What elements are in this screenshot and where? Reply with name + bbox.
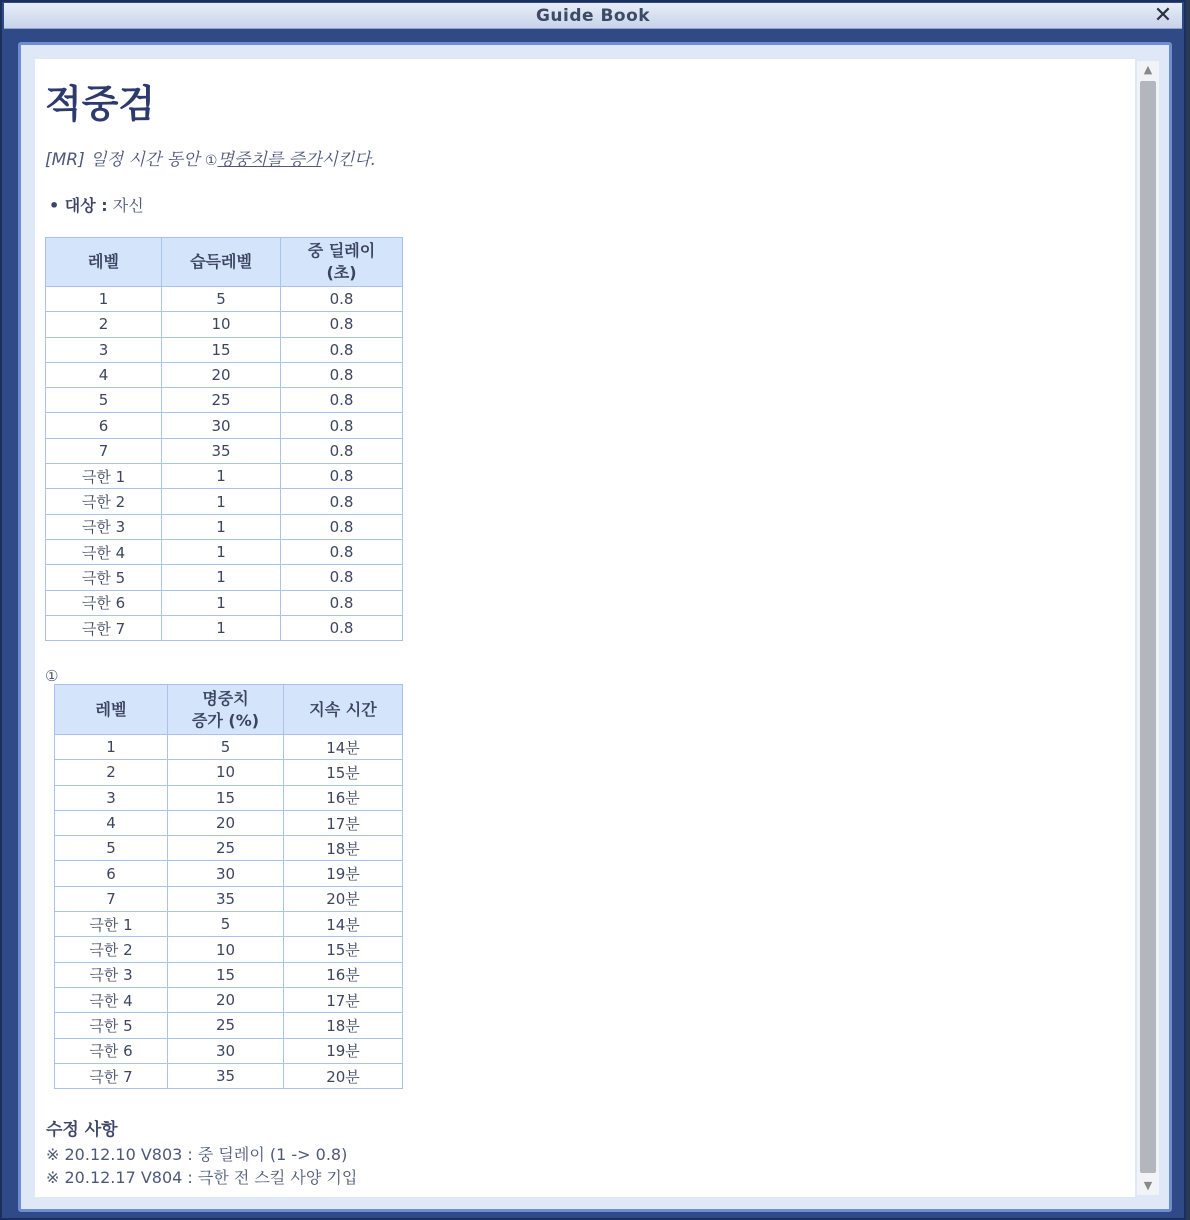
level-cell: 7	[55, 886, 168, 911]
level-cell: 1	[46, 287, 162, 312]
accuracy-cell: 5	[168, 912, 284, 937]
level-cell: 극한 1	[55, 912, 168, 937]
learn-level-cell: 30	[162, 413, 281, 438]
note-item: ※ 20.12.17 V804 : 극한 전 스킬 사양 기입	[46, 1168, 358, 1187]
scroll-up-arrow-icon[interactable]: ▲	[1143, 63, 1153, 76]
accuracy-cell: 25	[168, 1013, 284, 1038]
desc-prefix: [MR] 일정 시간 동안	[45, 150, 205, 170]
level-cell: 극한 4	[55, 987, 168, 1012]
vertical-scrollbar[interactable]	[1137, 61, 1159, 1195]
notes-title: 수정 사항	[46, 1120, 118, 1140]
duration-cell: 17분	[284, 987, 403, 1012]
accuracy-cell: 25	[168, 836, 284, 861]
learn-level-cell: 1	[162, 514, 281, 539]
table-row	[46, 438, 403, 463]
delay-cell: 0.8	[281, 312, 403, 337]
level-cell: 3	[55, 785, 168, 810]
target-value: 자신	[107, 196, 144, 215]
table-row	[46, 615, 403, 640]
note-item: ※ 20.12.10 V803 : 중 딜레이 (1 -> 0.8)	[46, 1145, 348, 1164]
table-row	[55, 785, 403, 810]
table-row	[46, 514, 403, 539]
table-row	[46, 413, 403, 438]
level-cell: 극한 6	[46, 590, 162, 615]
duration-cell: 19분	[284, 861, 403, 886]
accuracy-cell: 30	[168, 861, 284, 886]
skill-description	[45, 145, 376, 170]
accuracy-cell: 35	[168, 1063, 284, 1088]
table-row	[46, 539, 403, 564]
table-row	[46, 489, 403, 514]
duration-cell: 14분	[284, 735, 403, 760]
delay-cell: 0.8	[281, 287, 403, 312]
level-cell: 극한 4	[46, 539, 162, 564]
delay-cell: 0.8	[281, 337, 403, 362]
accuracy-table-body	[55, 735, 403, 1089]
table-header-row	[55, 685, 403, 735]
level-cell: 극한 5	[55, 1013, 168, 1038]
level-cell: 1	[55, 735, 168, 760]
learn-level-cell: 10	[162, 312, 281, 337]
delay-cell: 0.8	[281, 489, 403, 514]
learn-level-cell: 1	[162, 539, 281, 564]
delay-cell: 0.8	[281, 362, 403, 387]
duration-cell: 17분	[284, 810, 403, 835]
table-row	[55, 1013, 403, 1038]
table-row	[46, 312, 403, 337]
col-header-duration: 지속 시간	[284, 685, 403, 735]
delay-cell: 0.8	[281, 413, 403, 438]
duration-cell: 15분	[284, 760, 403, 785]
col-header-accuracy: 명중치 증가 (%)	[168, 685, 284, 735]
footnote-label: ①	[45, 667, 59, 685]
learn-level-cell: 25	[162, 388, 281, 413]
delay-cell: 0.8	[281, 565, 403, 590]
table-row	[55, 912, 403, 937]
level-cell: 4	[46, 362, 162, 387]
table-row	[55, 836, 403, 861]
learn-level-cell: 20	[162, 362, 281, 387]
delay-cell: 0.8	[281, 388, 403, 413]
table-row	[55, 1063, 403, 1088]
table-row	[46, 287, 403, 312]
level-cell: 5	[55, 836, 168, 861]
learn-level-cell: 1	[162, 489, 281, 514]
window-title: Guide Book	[535, 6, 651, 26]
learn-level-cell: 1	[162, 590, 281, 615]
duration-cell: 20분	[284, 1063, 403, 1088]
level-cell: 극한 1	[46, 464, 162, 489]
table-row	[46, 362, 403, 387]
delay-cell: 0.8	[281, 539, 403, 564]
table-row	[55, 760, 403, 785]
duration-cell: 16분	[284, 785, 403, 810]
level-table-body	[46, 287, 403, 641]
duration-cell: 19분	[284, 1038, 403, 1063]
level-cell: 4	[55, 810, 168, 835]
level-cell: 2	[46, 312, 162, 337]
table-row	[55, 810, 403, 835]
accuracy-cell: 20	[168, 810, 284, 835]
target-line	[49, 193, 144, 216]
delay-cell: 0.8	[281, 438, 403, 463]
level-cell: 극한 5	[46, 565, 162, 590]
col-header-level: 레벨	[55, 685, 168, 735]
duration-cell: 14분	[284, 912, 403, 937]
accuracy-cell: 35	[168, 886, 284, 911]
learn-level-cell: 1	[162, 615, 281, 640]
table-row	[55, 861, 403, 886]
level-cell: 5	[46, 388, 162, 413]
table-row	[55, 937, 403, 962]
level-cell: 극한 7	[46, 615, 162, 640]
learn-level-cell: 5	[162, 287, 281, 312]
table-row	[46, 388, 403, 413]
col-header-delay: 중 딜레이 (초)	[281, 238, 403, 287]
level-cell: 극한 2	[55, 937, 168, 962]
content-frame	[18, 42, 1172, 1212]
table-row	[46, 337, 403, 362]
level-cell: 3	[46, 337, 162, 362]
page-title: 적중검	[45, 82, 156, 126]
level-cell: 6	[55, 861, 168, 886]
table-header-row	[46, 238, 403, 287]
level-cell: 극한 3	[55, 962, 168, 987]
accuracy-cell: 5	[168, 735, 284, 760]
delay-cell: 0.8	[281, 615, 403, 640]
level-cell: 극한 6	[55, 1038, 168, 1063]
duration-cell: 16분	[284, 962, 403, 987]
duration-cell: 15분	[284, 937, 403, 962]
duration-cell: 20분	[284, 886, 403, 911]
delay-cell: 0.8	[281, 464, 403, 489]
table-row	[46, 464, 403, 489]
table-row	[55, 735, 403, 760]
table-row	[55, 886, 403, 911]
accuracy-table	[54, 684, 403, 1089]
duration-cell: 18분	[284, 1013, 403, 1038]
table-row	[55, 962, 403, 987]
scroll-down-arrow-icon[interactable]: ▼	[1143, 1179, 1153, 1192]
accuracy-cell: 10	[168, 760, 284, 785]
duration-cell: 18분	[284, 836, 403, 861]
col-header-learn-level: 습득레벨	[162, 238, 281, 287]
accuracy-cell: 10	[168, 937, 284, 962]
table-row	[55, 1038, 403, 1063]
level-cell: 극한 3	[46, 514, 162, 539]
learn-level-cell: 1	[162, 565, 281, 590]
title-bar[interactable]	[4, 3, 1182, 29]
level-table	[45, 237, 403, 641]
col-header-level: 레벨	[46, 238, 162, 287]
learn-level-cell: 35	[162, 438, 281, 463]
accuracy-cell: 15	[168, 785, 284, 810]
close-icon[interactable]: ✕	[1153, 3, 1173, 28]
level-cell: 7	[46, 438, 162, 463]
level-cell: 극한 2	[46, 489, 162, 514]
level-cell: 2	[55, 760, 168, 785]
accuracy-cell: 15	[168, 962, 284, 987]
accuracy-cell: 30	[168, 1038, 284, 1063]
level-cell: 극한 7	[55, 1063, 168, 1088]
scroll-thumb[interactable]	[1140, 81, 1156, 1173]
table-row	[46, 565, 403, 590]
delay-cell: 0.8	[281, 590, 403, 615]
footnote-link[interactable]: 명중치를 증가	[217, 150, 322, 170]
level-cell: 6	[46, 413, 162, 438]
learn-level-cell: 1	[162, 464, 281, 489]
target-label: • 대상 :	[49, 196, 108, 215]
table-row	[46, 590, 403, 615]
learn-level-cell: 15	[162, 337, 281, 362]
table-row	[55, 987, 403, 1012]
content-area	[35, 59, 1135, 1197]
footnote-marker: ①	[204, 153, 218, 169]
delay-cell: 0.8	[281, 514, 403, 539]
accuracy-cell: 20	[168, 987, 284, 1012]
desc-suffix: 시킨다.	[321, 150, 377, 170]
